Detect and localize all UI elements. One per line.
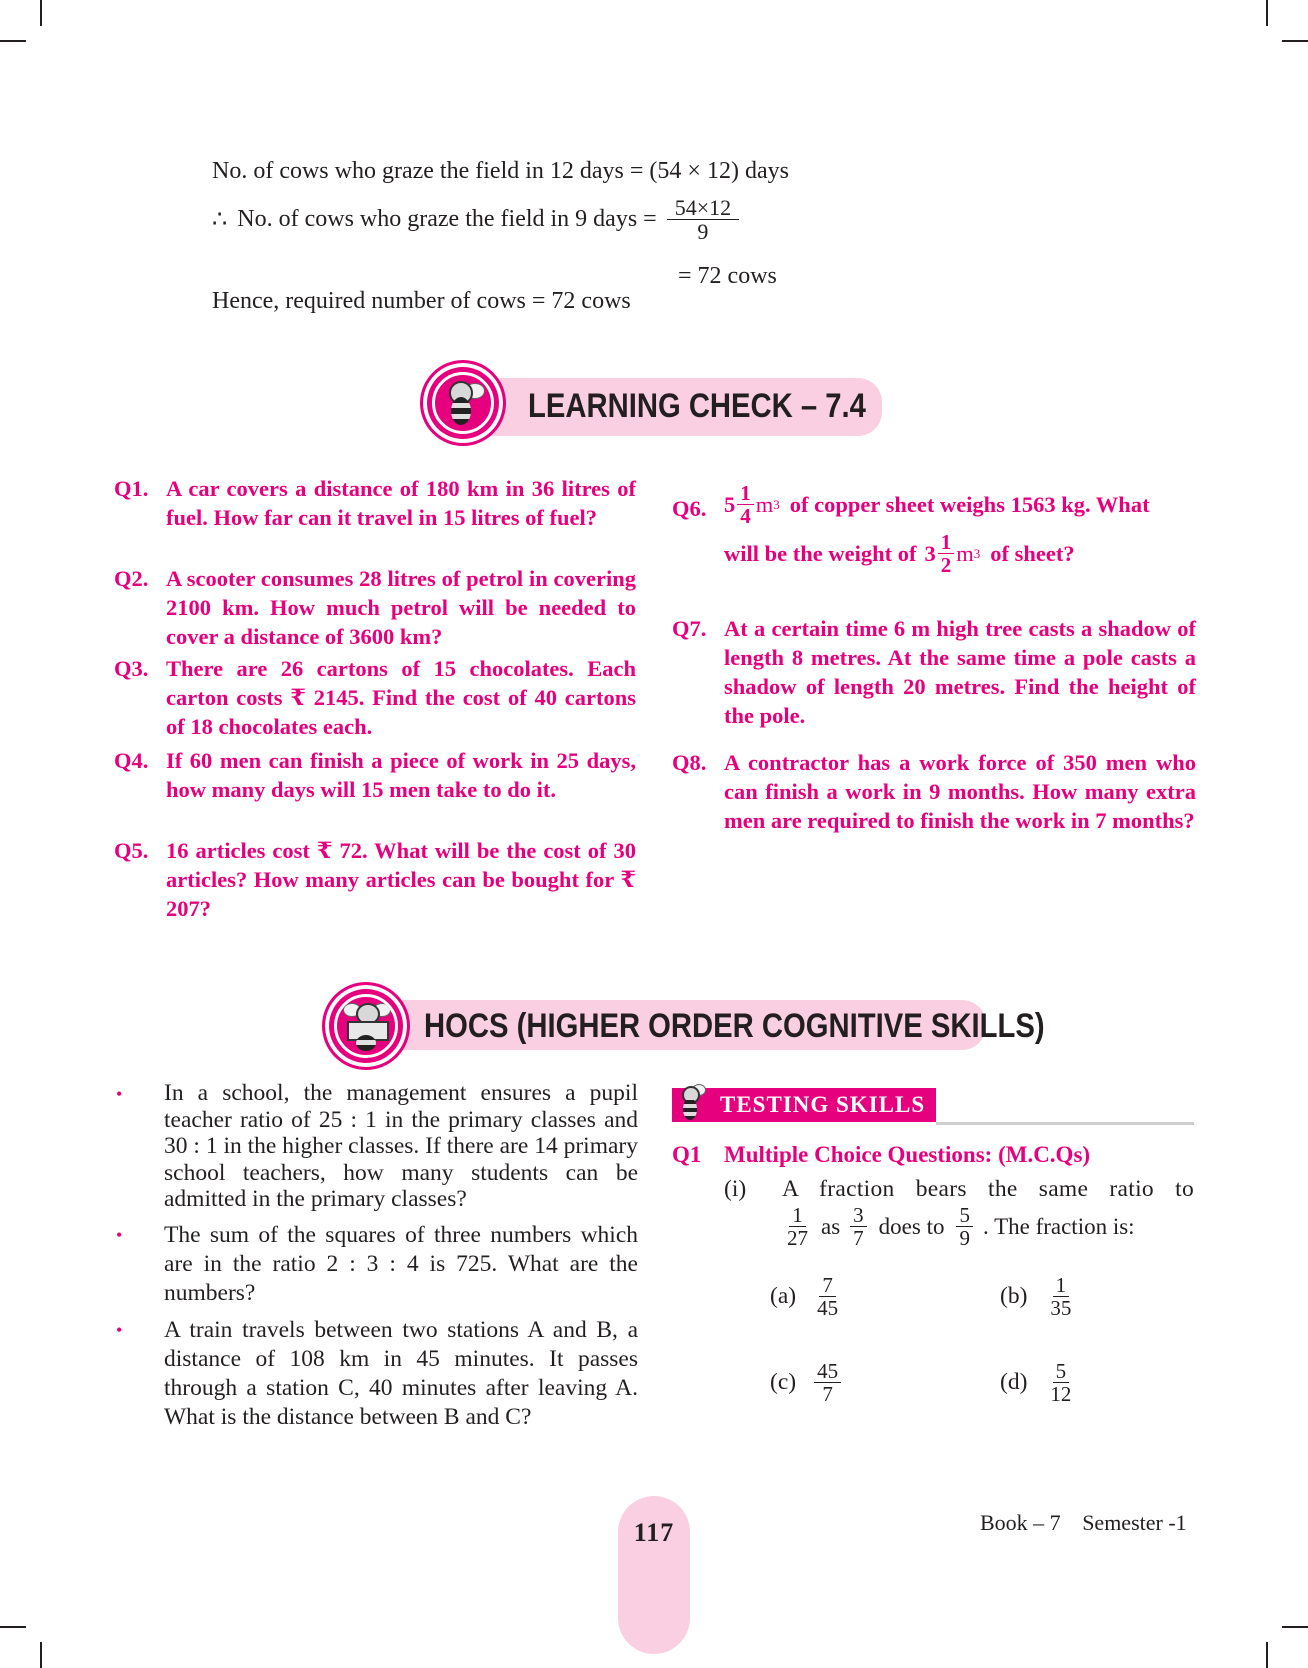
option-fraction — [814, 1360, 841, 1405]
hocs-item-text: A train travels between two stations A and B, a distance of 108 km in 45 minutes. It passes through a station C, 40 minutes after leaving A. What is the distance between B and C? — [164, 1316, 638, 1430]
fraction — [850, 1204, 867, 1249]
question-text: There are 26 cartons of 15 chocolates. Each carton costs ₹ 2145. Find the cost of 40 cartons of 18 chocolates each. — [166, 656, 636, 739]
crop-mark — [0, 40, 26, 42]
fraction-numerator: 3 — [850, 1204, 867, 1227]
fraction — [956, 1204, 973, 1249]
hocs-list — [114, 1080, 638, 1432]
fraction-denominator: 7 — [853, 1226, 864, 1251]
solution-line-2-text: No. of cows who graze the field in 9 days = — [237, 206, 657, 233]
page-number: 117 — [633, 1518, 675, 1547]
testing-skills-rule — [936, 1122, 1194, 1125]
question-number: Q4. — [114, 748, 149, 773]
bee-body — [683, 1098, 697, 1120]
q6-line-1 — [724, 482, 1196, 527]
learning-check-title: LEARNING CHECK – 7.4 — [528, 387, 866, 425]
option-b[interactable] — [1000, 1274, 1078, 1319]
question-number: Q6. — [672, 496, 707, 521]
solution-line-1: No. of cows who graze the field in 12 days = (54 × 12) days — [212, 158, 789, 184]
mixed-number-whole: 5 — [724, 492, 736, 518]
option-label: (c) — [770, 1369, 797, 1396]
crop-mark — [40, 1642, 42, 1668]
option-d[interactable] — [1000, 1360, 1078, 1405]
option-label: (d) — [1000, 1369, 1028, 1396]
fraction-denominator: 9 — [697, 219, 709, 245]
bee-icon — [678, 1084, 708, 1124]
mcq-part-label: (i) — [724, 1176, 747, 1202]
crop-mark — [40, 0, 42, 26]
testing-skills-header — [672, 1088, 1194, 1126]
fraction-numerator: 5 — [956, 1204, 973, 1227]
q6-text-1: of copper sheet weighs 1563 kg. What — [789, 492, 1150, 518]
question-text: At a certain time 6 m high tree casts a shadow of length 8 metres. At the same time a pole casts a shadow of length 20 metres. Find the height of the pole. — [724, 616, 1196, 728]
lc-question-8 — [672, 748, 1196, 835]
question-number: Q2. — [114, 566, 149, 591]
crop-mark — [1282, 1626, 1308, 1628]
question-number: Q3. — [114, 656, 149, 681]
question-text: A contractor has a work force of 350 men who can finish a work in 9 months. How many extra men are required to finish the work in 7 months? — [724, 750, 1196, 833]
crop-mark — [1266, 0, 1268, 26]
solution-fraction — [667, 196, 739, 243]
lc-question-4 — [114, 746, 636, 804]
lc-question-5 — [114, 836, 636, 923]
hocs-item — [114, 1221, 638, 1308]
question-number: Q1. — [114, 476, 149, 501]
testing-skills-title: TESTING SKILLS — [720, 1092, 926, 1117]
option-fraction — [1047, 1274, 1074, 1319]
question-text: 16 articles cost ₹ 72. What will be the cost of 30 articles? How many articles can be bought for ₹ 207? — [166, 838, 636, 921]
unit-exponent: 3 — [773, 497, 780, 513]
fraction-numerator: 5 — [1053, 1360, 1070, 1383]
bee-body — [451, 397, 471, 425]
lc-question-6 — [672, 482, 1196, 576]
footer-semester: Semester -1 — [1082, 1510, 1187, 1535]
mcq-stem-line-2 — [780, 1204, 1135, 1249]
question-text: A scooter consumes 28 litres of petrol in covering 2100 km. How much petrol will be needed to cover a distance of 3600 km? — [166, 566, 636, 649]
option-c[interactable] — [770, 1360, 845, 1405]
hocs-item-text: The sum of the squares of three numbers which are in the ratio 2 : 3 : 4 is 725. What are the numbers? — [164, 1221, 638, 1306]
does-to-word: does to — [878, 1213, 945, 1239]
lc-question-2 — [114, 564, 636, 651]
bullet-icon: • — [116, 1084, 123, 1104]
mixed-number-whole: 3 — [924, 541, 936, 567]
question-number: Q5. — [114, 838, 149, 863]
mcq-stem-line-1: A fraction bears the same ratio to — [782, 1176, 1194, 1202]
question-text: If 60 men can finish a piece of work in 25 days, how many days will 15 men take to do it. — [166, 748, 636, 802]
question-number: Q7. — [672, 616, 707, 641]
fraction-denominator: 7 — [822, 1382, 833, 1407]
mixed-number-fraction — [938, 531, 955, 576]
option-label: (a) — [770, 1283, 797, 1310]
option-a[interactable] — [770, 1274, 845, 1319]
lc-question-7 — [672, 614, 1196, 730]
fraction-denominator: 35 — [1050, 1296, 1072, 1321]
stem-end: . The fraction is: — [982, 1213, 1135, 1239]
bee-body — [356, 1035, 376, 1051]
footer-book-info — [980, 1510, 1187, 1536]
mcq-heading — [672, 1140, 1196, 1169]
crop-mark — [1282, 40, 1308, 42]
crop-mark — [1266, 1642, 1268, 1668]
fraction-numerator: 1 — [737, 482, 754, 505]
bullet-icon: • — [116, 1224, 123, 1245]
fraction-numerator: 1 — [1053, 1274, 1070, 1297]
question-number: Q8. — [672, 750, 707, 775]
footer-book: Book – 7 — [980, 1510, 1061, 1535]
hocs-item-text: In a school, the management ensures a pupil teacher ratio of 25 : 1 in the primary classes and 30 : 1 in the higher classes. If there are 14 primary school teachers, how many students can be admitted in the primary classes? — [164, 1080, 638, 1212]
solution-line-3: = 72 cows — [678, 263, 777, 289]
option-label: (b) — [1000, 1283, 1028, 1310]
fraction-numerator: 1 — [789, 1204, 806, 1227]
fraction-numerator: 54×12 — [667, 196, 739, 220]
hocs-item — [114, 1080, 638, 1213]
fraction-denominator: 12 — [1050, 1382, 1072, 1407]
bee-reading-logo — [322, 982, 410, 1070]
unit: m — [956, 541, 974, 567]
fraction-numerator: 7 — [819, 1274, 836, 1297]
solution-line-2 — [212, 196, 743, 243]
fraction — [784, 1204, 811, 1249]
q6-line-2 — [724, 531, 1196, 576]
question-text: A car covers a distance of 180 km in 36 litres of fuel. How far can it travel in 15 litres of fuel? — [166, 476, 636, 530]
hocs-item — [114, 1316, 638, 1432]
q6-text-2b: of sheet? — [990, 541, 1075, 567]
fraction-denominator: 2 — [940, 553, 952, 578]
lc-question-1 — [114, 474, 636, 532]
option-fraction — [814, 1274, 841, 1319]
unit-exponent: 3 — [973, 546, 981, 562]
solution-line-4: Hence, required number of cows = 72 cows — [212, 288, 631, 314]
bee-logo-inner — [432, 372, 494, 434]
unit: m — [755, 492, 774, 518]
therefore-symbol: ∴ — [212, 207, 228, 234]
lc-question-3 — [114, 654, 636, 741]
option-fraction — [1047, 1360, 1074, 1405]
bee-logo — [420, 360, 506, 446]
fraction-numerator: 45 — [814, 1360, 841, 1383]
fraction-denominator: 27 — [787, 1226, 808, 1251]
fraction-denominator: 4 — [740, 504, 751, 529]
fraction-denominator: 9 — [959, 1226, 970, 1251]
fraction-numerator: 1 — [938, 531, 955, 554]
mcq-number: Q1 — [672, 1142, 702, 1167]
fraction-denominator: 45 — [817, 1296, 839, 1321]
q6-text-2a: will be the weight of — [724, 541, 917, 567]
hocs-title: HOCS (HIGHER ORDER COGNITIVE SKILLS) — [424, 1007, 1045, 1045]
mixed-number-fraction — [737, 482, 754, 527]
bee-logo-inner — [334, 994, 398, 1058]
crop-mark — [0, 1626, 26, 1628]
mcq-title: Multiple Choice Questions: (M.C.Qs) — [724, 1142, 1091, 1167]
bullet-icon: • — [116, 1319, 123, 1340]
as-word: as — [821, 1213, 841, 1239]
